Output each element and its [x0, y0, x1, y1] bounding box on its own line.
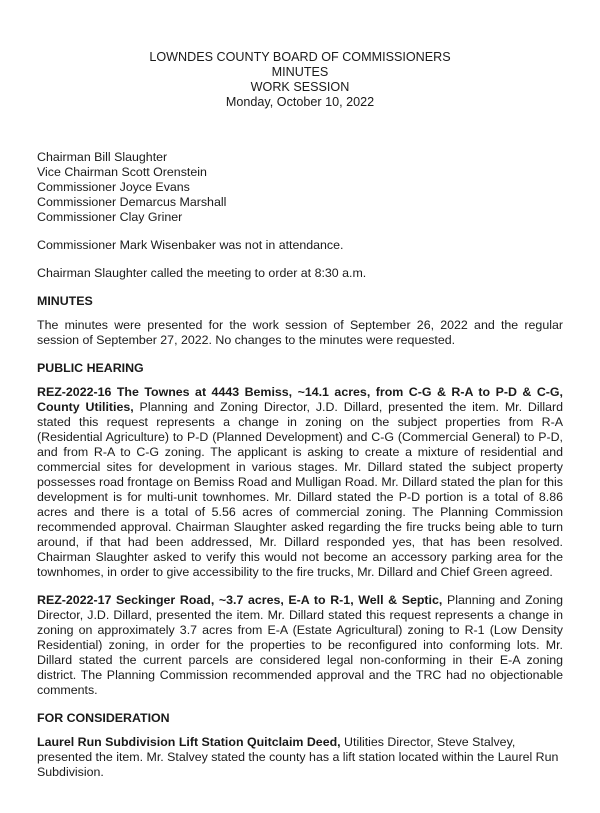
minutes-heading: MINUTES [37, 294, 93, 308]
header-session: WORK SESSION [250, 80, 350, 94]
header-doc-type: MINUTES [271, 65, 329, 79]
item-text: Planning and Zoning Director, J.D. Dillard, presented the item. Mr. Dillard stated this request represents a change in zoning on the subject properties from R-A (Residential Agriculture) to P-D (Planned Development) and C-G (Commercial General) to P-D, and from R-A to C-G zoning. The applicant is asking to create a mixture of residential and commercial sites for development in various stages. Mr. Dillard stated the subject property possesses road frontage on Bemiss Road and Mulligan Road. Mr. Dillard stated the plan for this development is for multi-unit townhomes. Mr. Dillard stated the P-D portion is a total of 8.86 acres and there is a total of 5.56 acres of commercial zoning. The Planning Commission recommended approval. Chairman Slaughter asked regarding the fire trucks being able to turn around, if that had been addressed, Mr. Dillard responded yes, that has been resolved. Chairman Slaughter asked to verify this would not become an accessory parking area for the townhomes, in order to give accessibility to the fire trucks, Mr. Dillard and Chief Green agreed. [37, 400, 563, 579]
call-to-order: Chairman Slaughter called the meeting to order at 8:30 a.m. [37, 266, 367, 280]
attendee: Commissioner Joyce Evans [37, 180, 190, 194]
attendee: Commissioner Demarcus Marshall [37, 195, 227, 209]
public-hearing-item [37, 593, 563, 698]
minutes-text: The minutes were presented for the work session of September 26, 2022 and the regular session of September 27, 2022. No changes to the minutes were requested. [37, 318, 563, 347]
item-title: Laurel Run Subdivision Lift Station Quitclaim Deed, [37, 735, 341, 749]
document-header [37, 50, 563, 110]
attendee: Commissioner Clay Griner [37, 210, 183, 224]
attendee: Chairman Bill Slaughter [37, 150, 168, 164]
item-title: REZ-2022-16 The Townes at 4443 Bemiss, ~14.1 acres, from C-G & R-A to P-D & C-G, County Utilities, [37, 385, 563, 414]
for-consideration-heading: FOR CONSIDERATION [37, 711, 170, 725]
item-title: REZ-2022-17 Seckinger Road, ~3.7 acres, E-A to R-1, Well & Septic, [37, 593, 443, 607]
attendee: Vice Chairman Scott Orenstein [37, 165, 207, 179]
absence-note: Commissioner Mark Wisenbaker was not in attendance. [37, 238, 344, 252]
header-date: Monday, October 10, 2022 [225, 95, 375, 109]
consideration-item [37, 735, 563, 780]
public-hearing-heading: PUBLIC HEARING [37, 361, 144, 375]
item-text: Utilities Director, Steve Stalvey, presented the item. Mr. Stalvey stated the county has a lift station located within the Laurel Run Subdivision. [37, 735, 559, 779]
public-hearing-item [37, 385, 563, 580]
header-org: LOWNDES COUNTY BOARD OF COMMISSIONERS [149, 50, 451, 64]
item-text: Planning and Zoning Director, J.D. Dillard, presented the item. Mr. Dillard stated this request represents a change in zoning on approximately 3.7 acres from E-A (Estate Agricultural) zoning to R-1 (Low Density Residential) zoning, in order for the properties to be reconfigured into conforming lots. Mr. Dillard stated the current parcels are considered legal non-conforming in their E-A zoning district. The Planning Commission recommended approval and the TRC had no objectionable comments. [37, 593, 563, 697]
attendee-list [37, 150, 563, 225]
